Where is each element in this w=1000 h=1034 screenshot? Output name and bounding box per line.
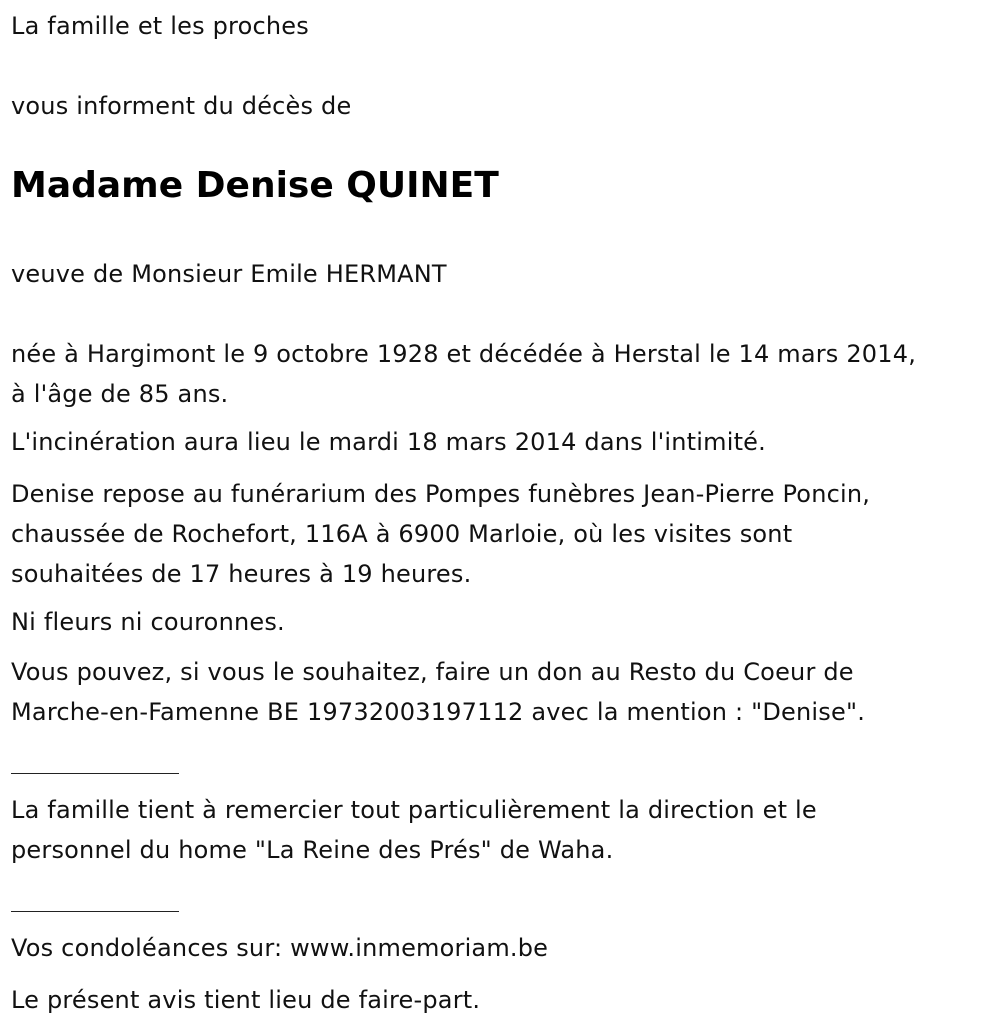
donation-line-1: Vous pouvez, si vous le souhaitez, faire un don au Resto du Coeur de xyxy=(11,658,854,686)
deceased-name: Madame Denise QUINET xyxy=(11,165,499,206)
birth-death-line-2: à l'âge de 85 ans. xyxy=(11,380,229,408)
thanks-line-1: La famille tient à remercier tout particulièrement la direction et le xyxy=(11,796,817,824)
flowers-text: Ni fleurs ni couronnes. xyxy=(11,608,285,636)
thanks-line-2: personnel du home "La Reine des Prés" de Waha. xyxy=(11,836,614,864)
visitation-line-1: Denise repose au funérarium des Pompes funèbres Jean-Pierre Poncin, xyxy=(11,480,871,508)
separator-1 xyxy=(11,773,179,774)
visitation-line-3: souhaitées de 17 heures à 19 heures. xyxy=(11,560,472,588)
donation-line-2: Marche-en-Famenne BE 19732003197112 avec la mention : "Denise". xyxy=(11,698,866,726)
cremation-text: L'incinération aura lieu le mardi 18 mars 2014 dans l'intimité. xyxy=(11,428,766,456)
condolences-text: Vos condoléances sur: www.inmemoriam.be xyxy=(11,934,549,962)
inform-text: vous informent du décès de xyxy=(11,92,352,120)
intro-text: La famille et les proches xyxy=(11,12,309,40)
visitation-line-2: chaussée de Rochefort, 116A à 6900 Marloie, où les visites sont xyxy=(11,520,793,548)
separator-2 xyxy=(11,911,179,912)
spouse-text: veuve de Monsieur Emile HERMANT xyxy=(11,260,447,288)
closing-text: Le présent avis tient lieu de faire-part. xyxy=(11,986,481,1014)
birth-death-line-1: née à Hargimont le 9 octobre 1928 et décédée à Herstal le 14 mars 2014, xyxy=(11,340,917,368)
